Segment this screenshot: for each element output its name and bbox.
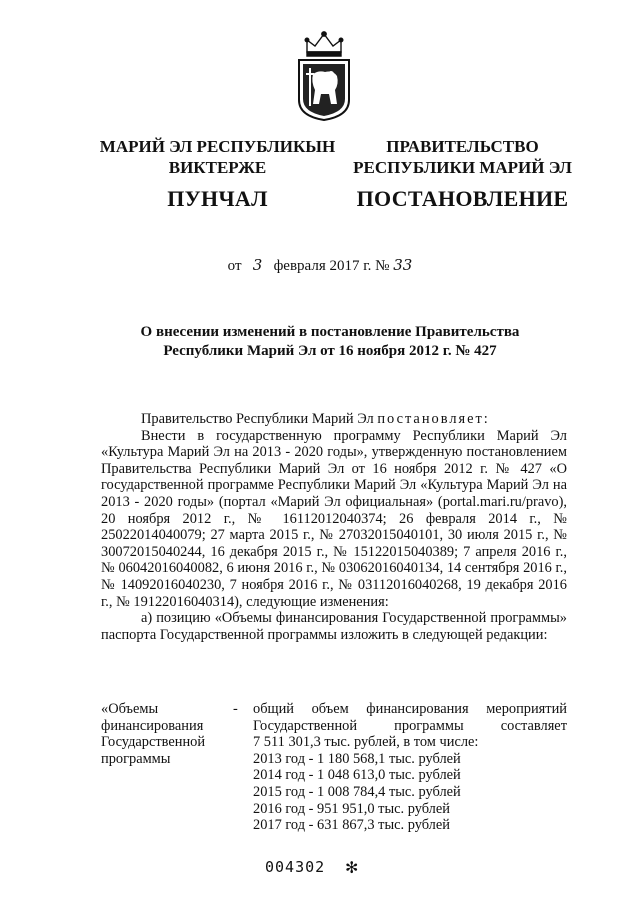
- table-left-line: программы: [101, 750, 171, 767]
- table-right-column: [253, 701, 567, 834]
- table-dash: -: [233, 701, 238, 717]
- header-right-block: [345, 136, 580, 212]
- year-row: 2013 год - 1 180 568,1 тыс. рублей: [253, 750, 461, 767]
- paragraph-1: Внести в государственную программу Республики Марий Эл «Культура Марий Эл на 2013 - 2020 годы», утвержденную постановлением Правительства Республики Марий Эл от 16 ноября 2012 г. № 427 «О государственной программе Республики Марий Эл «Культура Марий Эл на 2013 - 2020 годы» (портал «Марий Эл официальная» (portal.mari.ru/pravo), 20 ноября 2012 г., № 16112012040374; 26 февраля 2014 г., № 25022014040079; 27 марта 2015 г., № 27032015040101, 30 июля 2015 г., № 30072015040244, 16 декабря 2015 г., № 15122015040389; 7 апреля 2016 г., № 06042016040082, 6 июня 2016 г., № 03062016040134, 14 сентября 2016 г., № 14092016040230, 7 ноября 2016 г., № 03112016040268, 19 декабря 2016 г., № 19122016040314), следующие изменения:: [101, 427, 567, 610]
- date-prefix: от: [227, 258, 242, 274]
- date-month-year: февраля 2017 г. №: [273, 258, 390, 274]
- title-line1: О внесении изменений в постановление Правительства: [140, 324, 520, 340]
- header-right-line1: ПРАВИТЕЛЬСТВО: [386, 137, 539, 156]
- year-row: 2015 год - 1 008 784,4 тыс. рублей: [253, 783, 461, 800]
- table-right-line2: Государственной программы составляет: [253, 717, 567, 734]
- serial-number: 004302: [265, 858, 326, 876]
- table-left-line: Государственной: [101, 734, 206, 751]
- coat-of-arms-emblem: [293, 30, 355, 122]
- date-line: [0, 256, 640, 275]
- header-right-line2: РЕСПУБЛИКИ МАРИЙ ЭЛ: [353, 158, 572, 177]
- table-left-line: финансирования: [101, 717, 204, 734]
- document-title: [95, 323, 565, 361]
- intro-paragraph: [101, 411, 567, 428]
- table-right-line1: общий объем финансирования мероприятий: [253, 701, 567, 717]
- intro-prefix: Правительство Республики Марий Эл: [141, 411, 378, 427]
- asterisk-mark-icon: ✻: [345, 858, 359, 877]
- title-line2: Республики Марий Эл от 16 ноября 2012 г. № 427: [163, 343, 497, 359]
- header-left-line2: ВИКТЕРЖЕ: [168, 158, 267, 177]
- year-row: 2016 год - 951 951,0 тыс. рублей: [253, 800, 450, 817]
- table-right-line3: 7 511 301,3 тыс. рублей, в том числе:: [253, 734, 479, 751]
- year-row: 2014 год - 1 048 613,0 тыс. рублей: [253, 767, 461, 784]
- header-right-doc-type: ПОСТАНОВЛЕНИЕ: [356, 186, 569, 211]
- document-number: 33: [393, 256, 413, 274]
- header-left-block: [95, 136, 340, 212]
- table-left-line: «Объемы: [101, 701, 159, 717]
- header-left-line1: МАРИЙ ЭЛ РЕСПУБЛИКЫН: [99, 137, 336, 156]
- table-left-column: [101, 701, 231, 767]
- paragraph-2: а) позицию «Объемы финансирования Государственной программы» паспорта Государственной программы изложить в следующей редакции:: [101, 610, 567, 643]
- date-day: 3: [252, 256, 263, 274]
- intro-spaced-word: постановляет:: [377, 411, 490, 427]
- document-body: [101, 411, 567, 643]
- header-left-doc-type: ПУНЧАЛ: [167, 186, 268, 211]
- year-row: 2017 год - 631 867,3 тыс. рублей: [253, 817, 450, 834]
